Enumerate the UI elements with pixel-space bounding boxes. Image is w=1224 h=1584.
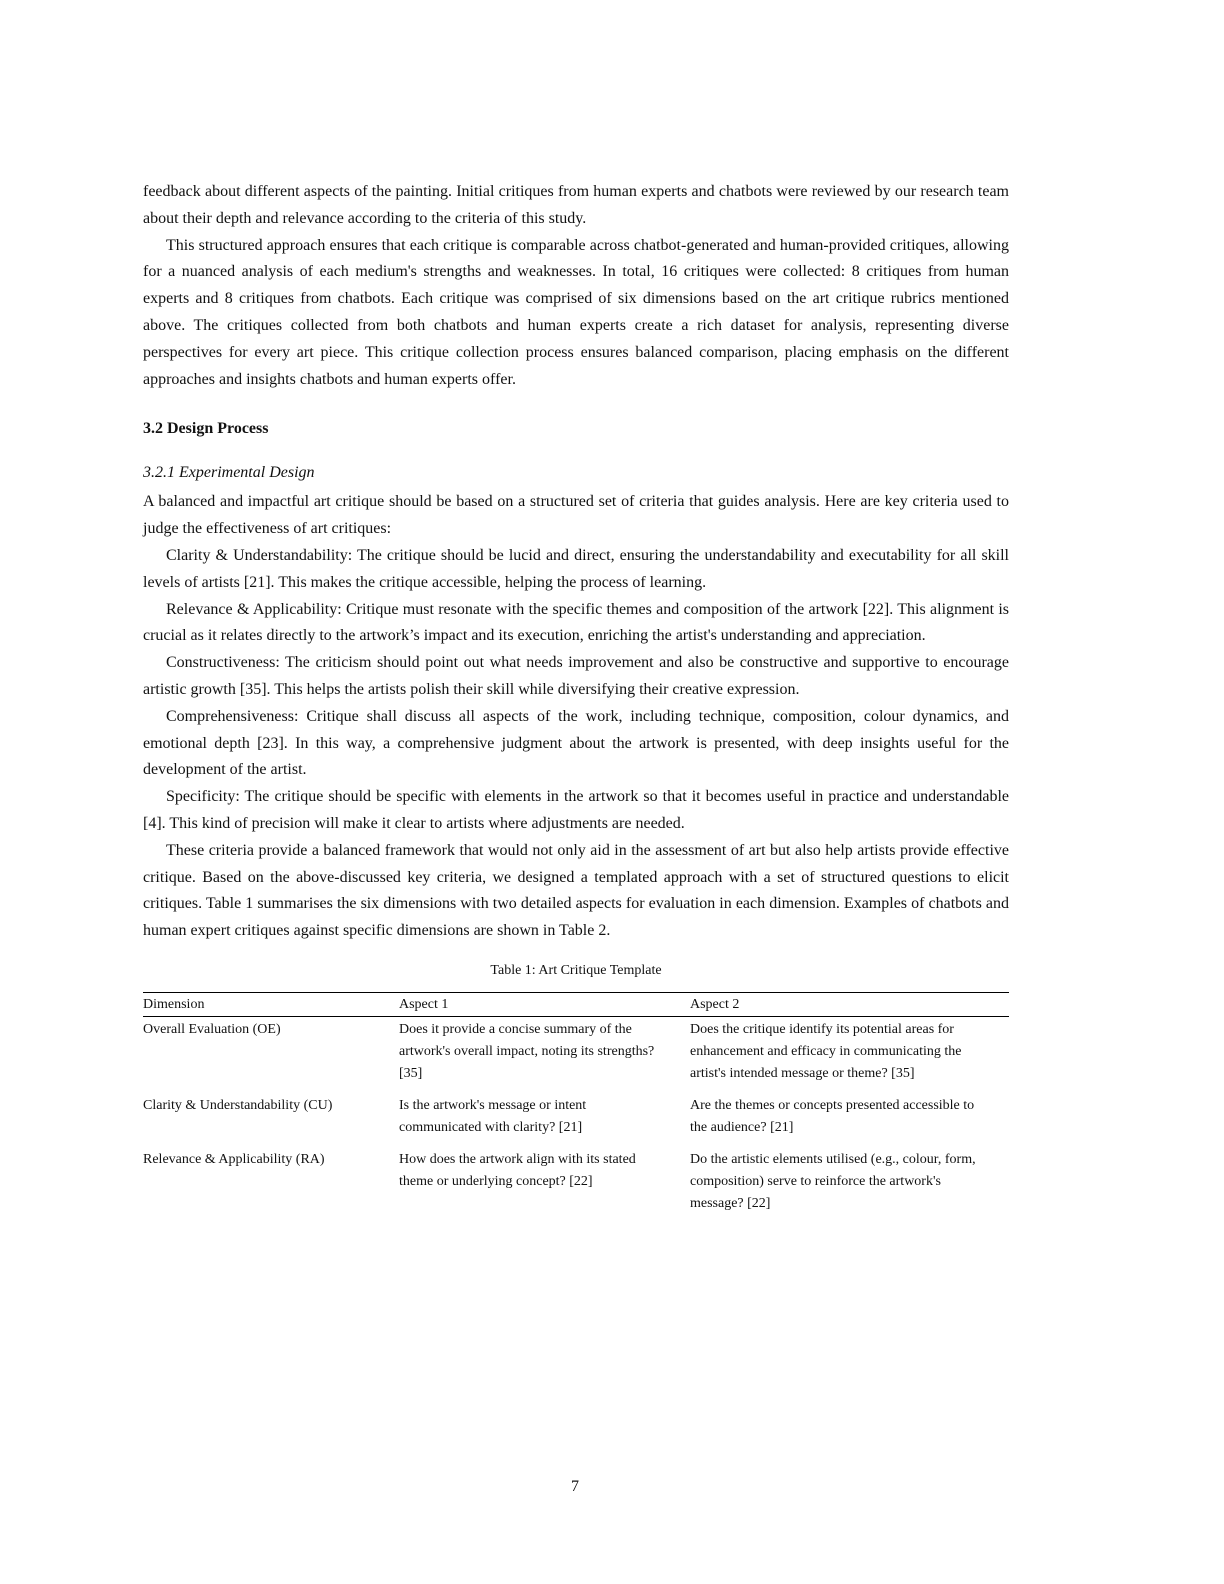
table-cell: Do the artistic elements utilised (e.g., colour, form, composition) serve to reinforce the artwork's message? [22]	[690, 1151, 976, 1211]
table-cell: Are the themes or concepts presented accessible to the audience? [21]	[690, 1097, 975, 1135]
section-heading: 3.2 Design Process	[143, 420, 269, 438]
paragraph: Clarity & Understandability: The critique should be lucid and direct, ensuring the understandability and executability for all skill levels of artists [21]. This makes the critique accessible, helping the process of learning.	[143, 546, 1009, 591]
table-cell: Does it provide a concise summary of the artwork's overall impact, noting its strengths? [35]	[399, 1021, 655, 1081]
paragraph: feedback about different aspects of the painting. Initial critiques from human experts and chatbots were reviewed by our research team about their depth and relevance according to the criteria of this study.	[143, 183, 1009, 227]
paragraph: Comprehensiveness: Critique shall discuss all aspects of the work, including technique, composition, colour dynamics, and emotional depth [23]. In this way, a comprehensive judgment about the artwork is presented, with deep insights useful for the development of the artist.	[143, 707, 1009, 779]
page-number: 7	[571, 1478, 579, 1495]
table-cell: How does the artwork align with its stated theme or underlying concept? [22]	[399, 1151, 636, 1189]
paragraph: Specificity: The critique should be specific with elements in the artwork so that it becomes useful in practice and understandable [4]. This kind of precision will make it clear to artists where adjustments are needed.	[143, 788, 1009, 832]
table-cell: Is the artwork's message or intent communicated with clarity? [21]	[399, 1097, 587, 1135]
paragraph: Relevance & Applicability: Critique must resonate with the specific themes and composition of the artwork [22]. This alignment is crucial as it relates directly to the artwork’s impact and its execution, enriching the artist's understanding and appreciation.	[143, 600, 1009, 645]
page-body	[143, 179, 1009, 1225]
table-cell: Overall Evaluation (OE)	[143, 1021, 281, 1037]
paragraph: Constructiveness: The criticism should point out what needs improvement and also be constructive and supportive to encourage artistic growth [35]. This helps the artists polish their skill while diversifying their creative expression.	[143, 654, 1009, 698]
table-cell: Relevance & Applicability (RA)	[143, 1151, 325, 1167]
table-cell: Clarity & Understandability (CU)	[143, 1097, 333, 1113]
column-header: Aspect 2	[690, 992, 1009, 1016]
paragraph: A balanced and impactful art critique should be based on a structured set of criteria that guides analysis. Here are key criteria used to judge the effectiveness of art critiques:	[143, 493, 1009, 538]
paragraph: This structured approach ensures that each critique is comparable across chatbot-generated and human-provided critiques, allowing for a nuanced analysis of each medium's strengths and weaknesses. In total, 16 critiques were collected: 8 critiques from human experts and 8 critiques from chatbots. Each critique was comprised of six dimensions based on the art critique rubrics mentioned above. The critiques collected from both chatbots and human experts create a rich dataset for analysis, representing diverse perspectives for every art piece. This critique collection process ensures balanced comparison, placing emphasis on the different approaches and insights chatbots and human experts offer.	[143, 236, 1009, 388]
paragraph: These criteria provide a balanced framework that would not only aid in the assessment of art but also help artists provide effective critique. Based on the above-discussed key criteria, we designed a templated approach with a set of structured questions to elicit critiques. Table 1 summarises the six dimensions with two detailed aspects for evaluation in each dimension. Examples of chatbots and human expert critiques against specific dimensions are shown in Table 2.	[143, 841, 1009, 940]
table-cell: Does the critique identify its potential areas for enhancement and efficacy in communicating the artist's intended message or theme? [35]	[690, 1021, 962, 1081]
table-header-row	[143, 992, 1009, 1016]
table-caption: Table 1: Art Critique Template	[490, 962, 662, 978]
column-header: Dimension	[143, 992, 399, 1016]
table-row	[143, 1095, 1009, 1149]
table-row	[143, 1149, 1009, 1225]
column-header: Aspect 1	[399, 992, 690, 1016]
table-row	[143, 1016, 1009, 1095]
critique-template-table	[143, 992, 1009, 1225]
subsection-heading: 3.2.1 Experimental Design	[143, 464, 315, 482]
